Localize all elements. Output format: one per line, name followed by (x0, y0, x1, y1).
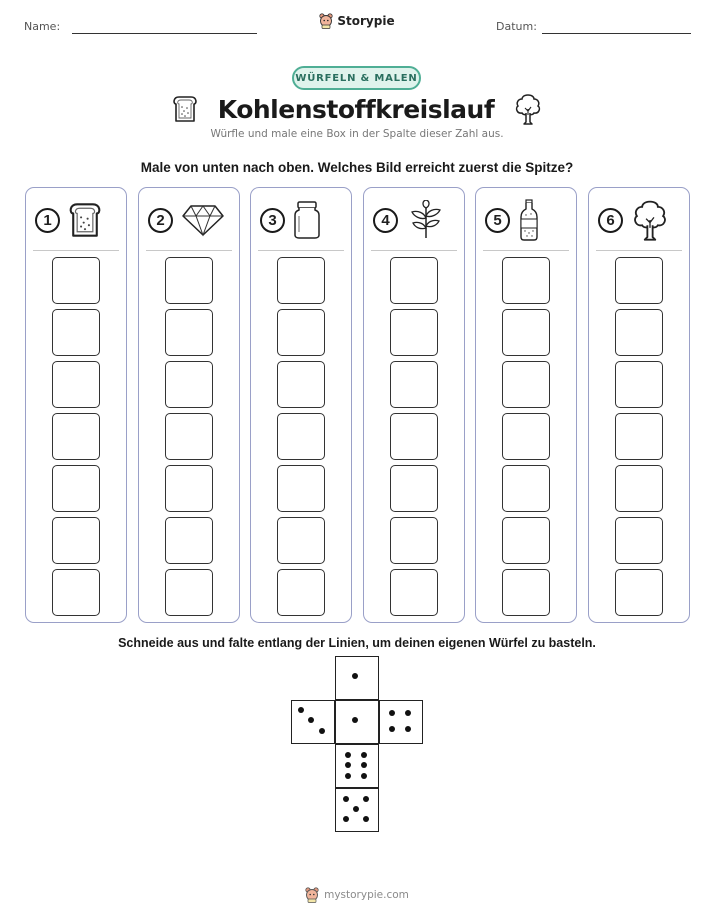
column-number: 3 (260, 208, 285, 233)
color-box[interactable] (52, 257, 100, 304)
footer-url: mystorypie.com (324, 889, 409, 901)
color-box[interactable] (615, 517, 663, 564)
dice-pip (345, 752, 351, 758)
column-4 (363, 187, 465, 623)
column-3 (250, 187, 352, 623)
dice-face-1 (335, 656, 379, 700)
color-box[interactable] (52, 465, 100, 512)
column-6 (588, 187, 690, 623)
activity-badge: WÜRFELN & MALEN (292, 66, 421, 90)
color-box[interactable] (52, 361, 100, 408)
color-box[interactable] (277, 257, 325, 304)
color-box[interactable] (502, 361, 550, 408)
brand-name: Storypie (337, 14, 395, 28)
dice-pip (345, 762, 351, 768)
color-box[interactable] (165, 413, 213, 460)
color-box[interactable] (277, 465, 325, 512)
color-box[interactable] (165, 517, 213, 564)
color-box[interactable] (502, 257, 550, 304)
color-box[interactable] (502, 465, 550, 512)
color-box[interactable] (390, 517, 438, 564)
dice-face-3 (291, 700, 335, 744)
jar-icon (293, 200, 321, 240)
column-1 (25, 187, 127, 623)
soda-bottle-icon (518, 199, 540, 241)
page-title: Kohlenstoffkreislauf (217, 94, 495, 124)
dice-face-1 (335, 700, 379, 744)
diamond-icon (181, 202, 225, 238)
dice-pip (345, 773, 351, 779)
column-header (148, 200, 230, 240)
color-box[interactable] (615, 257, 663, 304)
dice-pip (361, 762, 367, 768)
color-box[interactable] (277, 517, 325, 564)
color-box[interactable] (390, 361, 438, 408)
dice-face-6 (335, 744, 379, 788)
dice-pip (353, 806, 359, 812)
column-number: 5 (485, 208, 510, 233)
plant-sprig-icon (406, 200, 446, 240)
column-divider (596, 250, 682, 251)
column-header (260, 200, 342, 240)
dice-pip (363, 816, 369, 822)
dice-pip (361, 752, 367, 758)
column-number: 4 (373, 208, 398, 233)
color-box[interactable] (502, 569, 550, 616)
dice-pip (389, 710, 395, 716)
dice-pip (389, 726, 395, 732)
dice-face-5 (335, 788, 379, 832)
dice-pip (298, 707, 304, 713)
dice-pip (352, 717, 358, 723)
color-box[interactable] (277, 361, 325, 408)
subtitle: Würfle und male eine Box in der Spalte dieser Zahl aus. (210, 128, 504, 140)
color-box[interactable] (615, 361, 663, 408)
color-box[interactable] (165, 309, 213, 356)
column-header (485, 200, 567, 240)
color-box[interactable] (615, 465, 663, 512)
color-box[interactable] (165, 257, 213, 304)
color-box[interactable] (52, 517, 100, 564)
dice-pip (308, 717, 314, 723)
column-divider (146, 250, 232, 251)
column-divider (371, 250, 457, 251)
column-header (598, 200, 680, 240)
color-box[interactable] (52, 413, 100, 460)
dice-pip (361, 773, 367, 779)
color-box[interactable] (390, 569, 438, 616)
column-5 (475, 187, 577, 623)
dice-pip (343, 816, 349, 822)
column-number: 1 (35, 208, 60, 233)
cut-instruction: Schneide aus und falte entlang der Linien, um deinen eigenen Würfel zu basteln. (118, 636, 596, 650)
color-box[interactable] (615, 309, 663, 356)
dice-pip (352, 673, 358, 679)
name-line (72, 33, 257, 34)
color-box[interactable] (52, 309, 100, 356)
color-box[interactable] (615, 569, 663, 616)
column-number: 2 (148, 208, 173, 233)
tree-icon (631, 199, 669, 241)
title-row (0, 91, 714, 127)
instruction-text: Male von unten nach oben. Welches Bild erreicht zuerst die Spitze? (140, 160, 574, 175)
column-divider (33, 250, 119, 251)
date-label: Datum: (496, 20, 537, 33)
brand-logo (0, 13, 714, 29)
name-label: Name: (24, 20, 61, 33)
color-box[interactable] (390, 309, 438, 356)
column-divider (258, 250, 344, 251)
dice-pip (343, 796, 349, 802)
dice-face-4 (379, 700, 423, 744)
color-box[interactable] (52, 569, 100, 616)
color-box[interactable] (390, 413, 438, 460)
dice-pip (405, 726, 411, 732)
dice-pip (319, 728, 325, 734)
date-line (542, 33, 691, 34)
color-box[interactable] (165, 465, 213, 512)
footer (0, 887, 714, 903)
column-header (35, 200, 117, 240)
bread-icon (68, 201, 102, 239)
color-box[interactable] (277, 569, 325, 616)
bread-icon (172, 95, 198, 123)
column-divider (483, 250, 569, 251)
color-box[interactable] (502, 413, 550, 460)
color-box[interactable] (390, 465, 438, 512)
column-header (373, 200, 455, 240)
color-box[interactable] (277, 413, 325, 460)
color-box[interactable] (615, 413, 663, 460)
color-box[interactable] (502, 517, 550, 564)
storypie-mascot-icon (305, 887, 319, 903)
dice-pip (405, 710, 411, 716)
color-box[interactable] (277, 309, 325, 356)
dice-pip (363, 796, 369, 802)
column-2 (138, 187, 240, 623)
column-number: 6 (598, 208, 623, 233)
color-box[interactable] (165, 569, 213, 616)
color-box[interactable] (390, 257, 438, 304)
storypie-mascot-icon (319, 13, 333, 29)
color-box[interactable] (165, 361, 213, 408)
color-box[interactable] (502, 309, 550, 356)
tree-icon (514, 93, 542, 125)
